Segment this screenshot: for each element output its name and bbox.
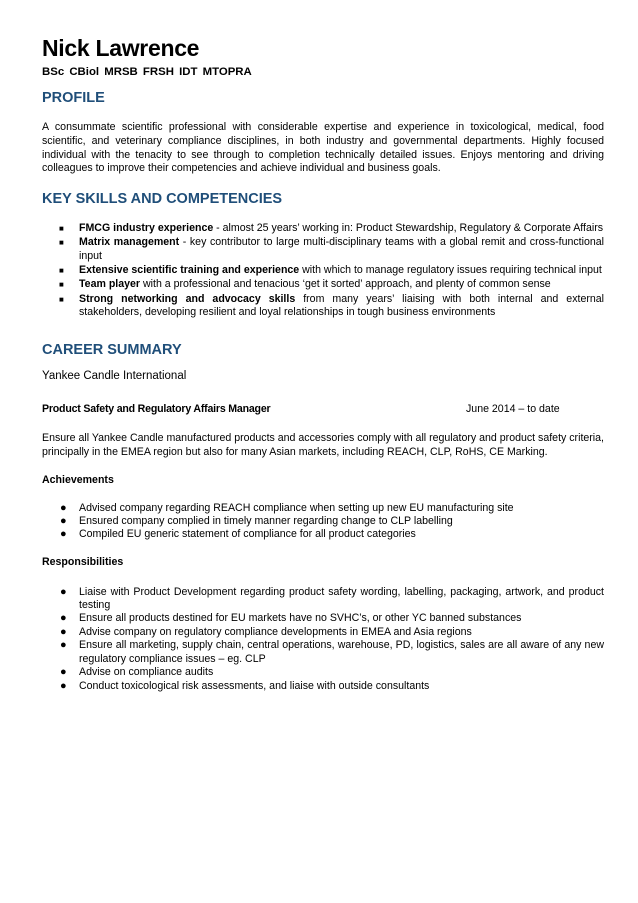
responsibilities-list bbox=[42, 586, 604, 693]
responsibility-item: ● Advise on compliance audits bbox=[60, 666, 214, 679]
achievement-item: ● Ensured company complied in timely manner regarding change to CLP labelling bbox=[60, 515, 453, 528]
round-bullet-icon: ● bbox=[60, 612, 67, 625]
skill-item: ■ Extensive scientific training and experience with which to manage regulatory issues requiring technical input bbox=[59, 264, 602, 277]
skills-list bbox=[42, 222, 604, 319]
candidate-name: Nick Lawrence bbox=[42, 35, 200, 61]
skills-heading: KEY SKILLS AND COMPETENCIES bbox=[42, 191, 283, 208]
job-description: Ensure all Yankee Candle manufactured products and accessories comply with all regulatory and product safety criteria, principally in the EMEA region but also for many Asian markets, including REACH, CLP, RoHS, CE Marking. bbox=[42, 432, 604, 459]
profile-text: A consummate scientific professional with considerable expertise and experience in toxicological, medical, food scientific, and veterinary compliance disciplines, in both industry and governmental departments. Highly focused individual with the tenacity to see through to completion technically detailed issues. Enjoys mentoring and driving colleagues to improve their competencies and achieve individual and business goals. bbox=[42, 121, 604, 175]
round-bullet-icon: ● bbox=[60, 625, 67, 638]
skill-item: ■ Matrix management - key contributor to large multi-disciplinary teams with a global remit and cross-functional input bbox=[59, 236, 604, 262]
skill-item: ■ Strong networking and advocacy skills from many years’ liaising with both internal and external stakeholders, developing resilient and loyal relationships in tough business environments bbox=[59, 292, 604, 318]
achievement-item: ● Advised company regarding REACH compliance when setting up new EU manufacturing site bbox=[60, 501, 514, 514]
career-heading: CAREER SUMMARY bbox=[42, 342, 182, 359]
responsibility-item: ● Advise company on regulatory compliance developments in EMEA and Asia regions bbox=[60, 625, 472, 638]
square-bullet-icon: ■ bbox=[59, 266, 64, 276]
skill-item: ■ FMCG industry experience - almost 25 years’ working in: Product Stewardship, Regulatory & Corporate Affairs bbox=[59, 222, 604, 235]
round-bullet-icon: ● bbox=[60, 515, 67, 528]
responsibility-item: ● Liaise with Product Development regarding product safety wording, labelling, packaging, artwork, and product testing bbox=[60, 585, 604, 612]
company-name: Yankee Candle International bbox=[42, 370, 187, 383]
round-bullet-icon: ● bbox=[60, 528, 67, 541]
round-bullet-icon: ● bbox=[60, 679, 67, 692]
round-bullet-icon: ● bbox=[60, 501, 67, 514]
achievement-item: ● Compiled EU generic statement of compliance for all product categories bbox=[60, 528, 416, 541]
square-bullet-icon: ■ bbox=[59, 280, 64, 290]
round-bullet-icon: ● bbox=[60, 666, 67, 679]
responsibility-item: ● Ensure all marketing, supply chain, central operations, warehouse, PD, logistics, sales are all aware of any new regulatory compliance issues – eg. CLP bbox=[60, 639, 604, 665]
responsibility-item: ● Conduct toxicological risk assessments, and liaise with outside consultants bbox=[60, 679, 430, 692]
job-title-row bbox=[42, 402, 604, 416]
square-bullet-icon: ■ bbox=[59, 224, 64, 234]
responsibility-item: ● Ensure all products destined for EU markets have no SVHC’s, or other YC banned substances bbox=[60, 612, 522, 625]
skill-item: ■ Team player with a professional and tenacious ‘get it sorted’ approach, and plenty of common sense bbox=[59, 278, 551, 291]
job-title: Product Safety and Regulatory Affairs Manager bbox=[42, 403, 271, 416]
qualifications: BSc CBiol MRSB FRSH IDT MTOPRA bbox=[42, 66, 252, 78]
profile-heading: PROFILE bbox=[42, 90, 105, 106]
round-bullet-icon: ● bbox=[60, 585, 67, 598]
responsibilities-heading: Responsibilities bbox=[42, 555, 124, 568]
job-dates: June 2014 – to date bbox=[466, 403, 560, 416]
square-bullet-icon: ■ bbox=[59, 294, 64, 304]
achievements-list bbox=[42, 502, 604, 542]
square-bullet-icon: ■ bbox=[59, 238, 64, 248]
round-bullet-icon: ● bbox=[60, 639, 67, 652]
achievements-heading: Achievements bbox=[42, 473, 114, 486]
cv-page bbox=[42, 34, 604, 693]
